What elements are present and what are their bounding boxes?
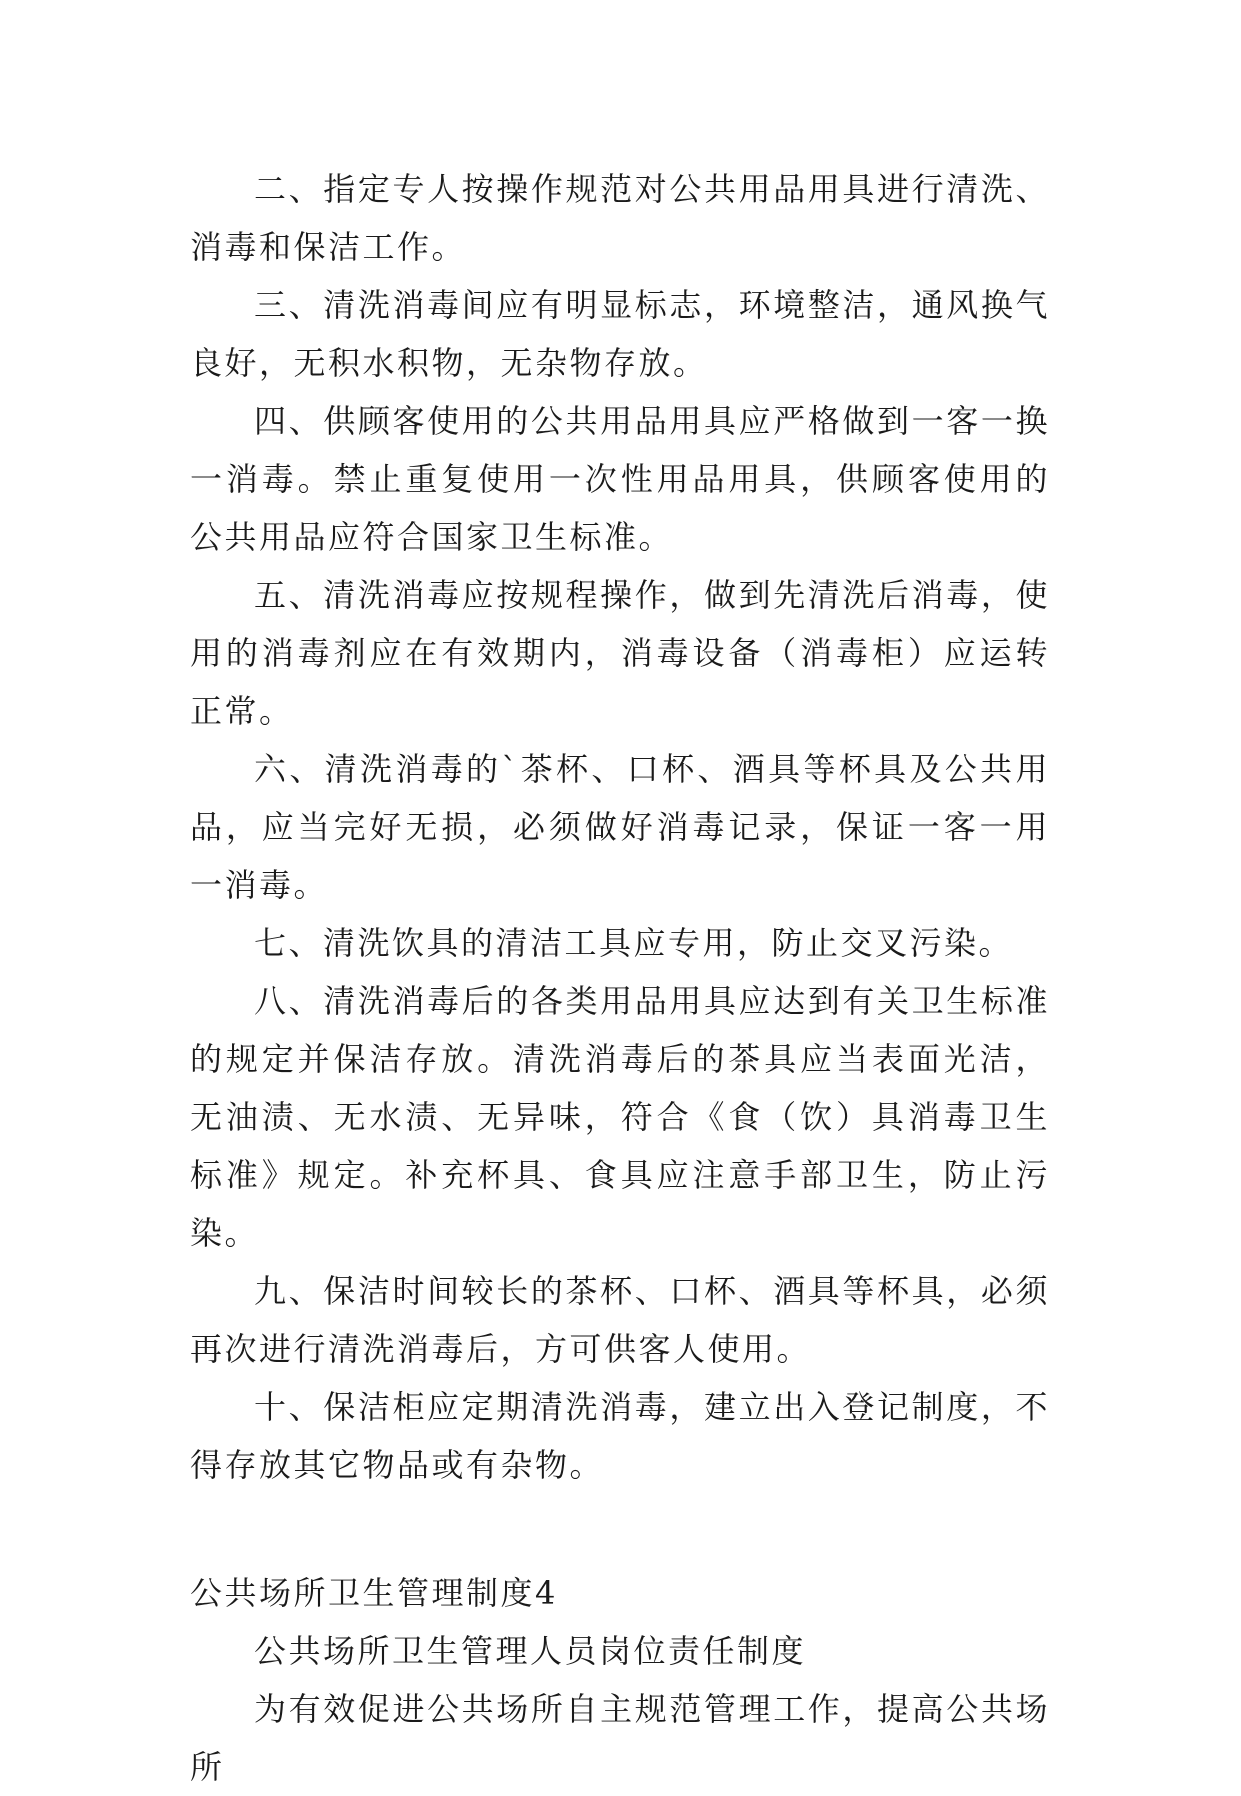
document-body <box>190 160 1050 1796</box>
section-subtitle: 公共场所卫生管理人员岗位责任制度 <box>254 1632 807 1670</box>
paragraph-5: 五、清洗消毒应按规程操作，做到先清洗后消毒，使用的消毒剂应在有效期内，消毒设备（消毒柜）应运转正常。 <box>190 576 1050 730</box>
paragraph-8: 八、清洗消毒后的各类用品用具应达到有关卫生标准的规定并保洁存放。清洗消毒后的茶具应当表面光洁，无油渍、无水渍、无异味，符合《食（饮）具消毒卫生标准》规定。补充杯具、食具应注意手部卫生，防止污染。 <box>190 982 1050 1252</box>
paragraph-3: 三、清洗消毒间应有明显标志，环境整洁，通风换气良好，无积水积物，无杂物存放。 <box>190 286 1050 382</box>
paragraph-10: 十、保洁柜应定期清洗消毒，建立出入登记制度，不得存放其它物品或有杂物。 <box>190 1388 1050 1484</box>
paragraph-7: 七、清洗饮具的清洁工具应专用，防止交叉污染。 <box>254 924 1014 962</box>
section-heading: 公共场所卫生管理制度4 <box>190 1574 558 1612</box>
paragraph-9: 九、保洁时间较长的茶杯、口杯、酒具等杯具，必须再次进行清洗消毒后，方可供客人使用。 <box>190 1272 1050 1368</box>
paragraph-4: 四、供顾客使用的公共用品用具应严格做到一客一换一消毒。禁止重复使用一次性用品用具，供顾客使用的公共用品应符合国家卫生标准。 <box>190 402 1050 556</box>
paragraph-2: 二、指定专人按操作规范对公共用品用具进行清洗、消毒和保洁工作。 <box>190 170 1050 266</box>
paragraph-6: 六、清洗消毒的`茶杯、口杯、酒具等杯具及公共用品，应当完好无损，必须做好消毒记录，保证一客一用一消毒。 <box>190 750 1050 904</box>
section-intro: 为有效促进公共场所自主规范管理工作，提高公共场所 <box>190 1690 1050 1786</box>
